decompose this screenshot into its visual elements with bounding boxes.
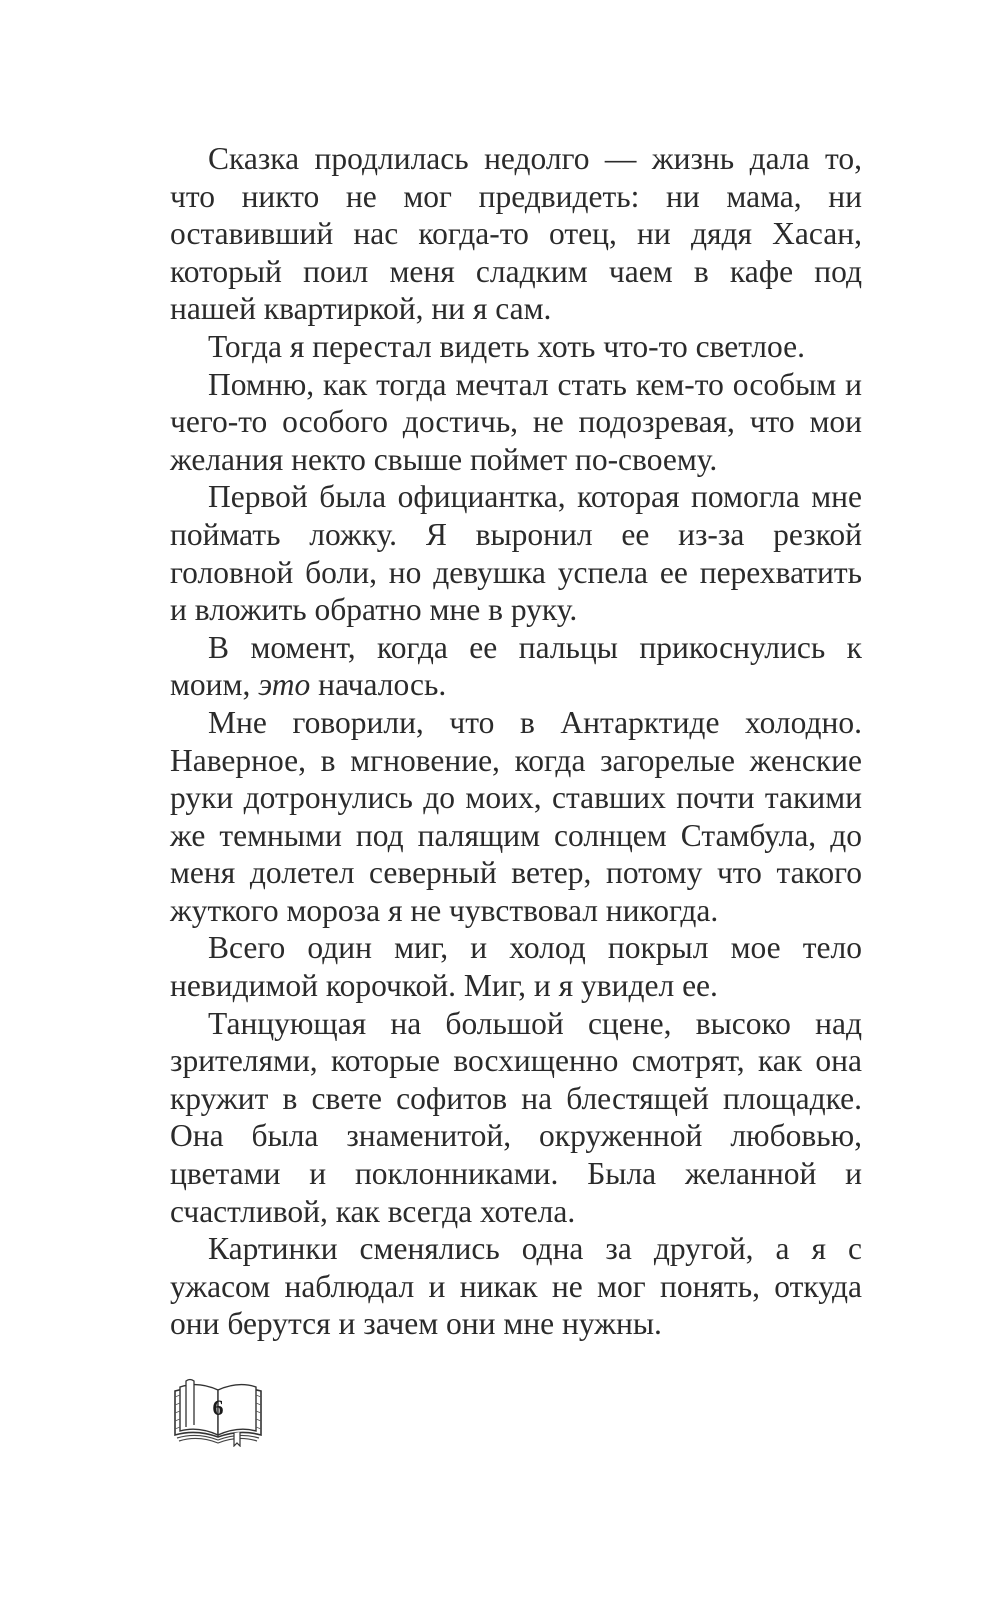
- paragraph: Картинки сменялись одна за другой, а я с ужасом наблюдал и никак не мог понять, откуда они берутся и зачем они мне нужны.: [170, 1231, 862, 1342]
- page-number: 6: [212, 1395, 224, 1420]
- emphasized-word: это: [258, 667, 311, 703]
- paragraph: Сказка продлилась недолго — жизнь дала то, что никто не мог предвидеть: ни мама, ни оставивший нас когда-то отец, ни дядя Хасан, который поил меня сладким чаем в кафе под нашей квартиркой, ни я сам.: [170, 141, 862, 327]
- body-text: [170, 140, 862, 1343]
- paragraph: Всего один миг, и холод покрыл мое тело невидимой корочкой. Миг, и я увидел ее.: [170, 930, 862, 1004]
- paragraph: Помню, как тогда мечтал стать кем-то особым и чего-то особого достичь, не подозревая, что мои желания некто свыше поймет по-своему.: [170, 366, 862, 477]
- paragraph-text: В момент, когда ее пальцы прикоснулись к моим,: [170, 629, 862, 703]
- paragraph: [170, 629, 862, 704]
- paragraph: Первой была официантка, которая помогла мне поймать ложку. Я выронил ее из-за резкой головной боли, но девушка успела ее перехватить и вложить обратно мне в руку.: [170, 479, 862, 628]
- paragraph: Танцующая на большой сцене, высоко над зрителями, которые восхищенно смотрят, как она кружит в свете софитов на блестящей площадке. Она была знаменитой, окруженной любовью, цветами и поклонниками. Была желанной и счастливой, как всегда хотела.: [170, 1005, 862, 1229]
- paragraph-text: началось.: [310, 667, 447, 703]
- page-number-badge: [172, 1377, 264, 1447]
- paragraph: Мне говорили, что в Антарктиде холодно. Наверное, в мгновение, когда загорелые женские руки дотронулись до моих, ставших почти такими же темными под палящим солнцем Стамбула, до меня долетел северный ветер, потому что такого жуткого мороза я не чувствовал никогда.: [170, 704, 862, 928]
- paragraph: Тогда я перестал видеть хоть что-то светлое.: [208, 328, 805, 364]
